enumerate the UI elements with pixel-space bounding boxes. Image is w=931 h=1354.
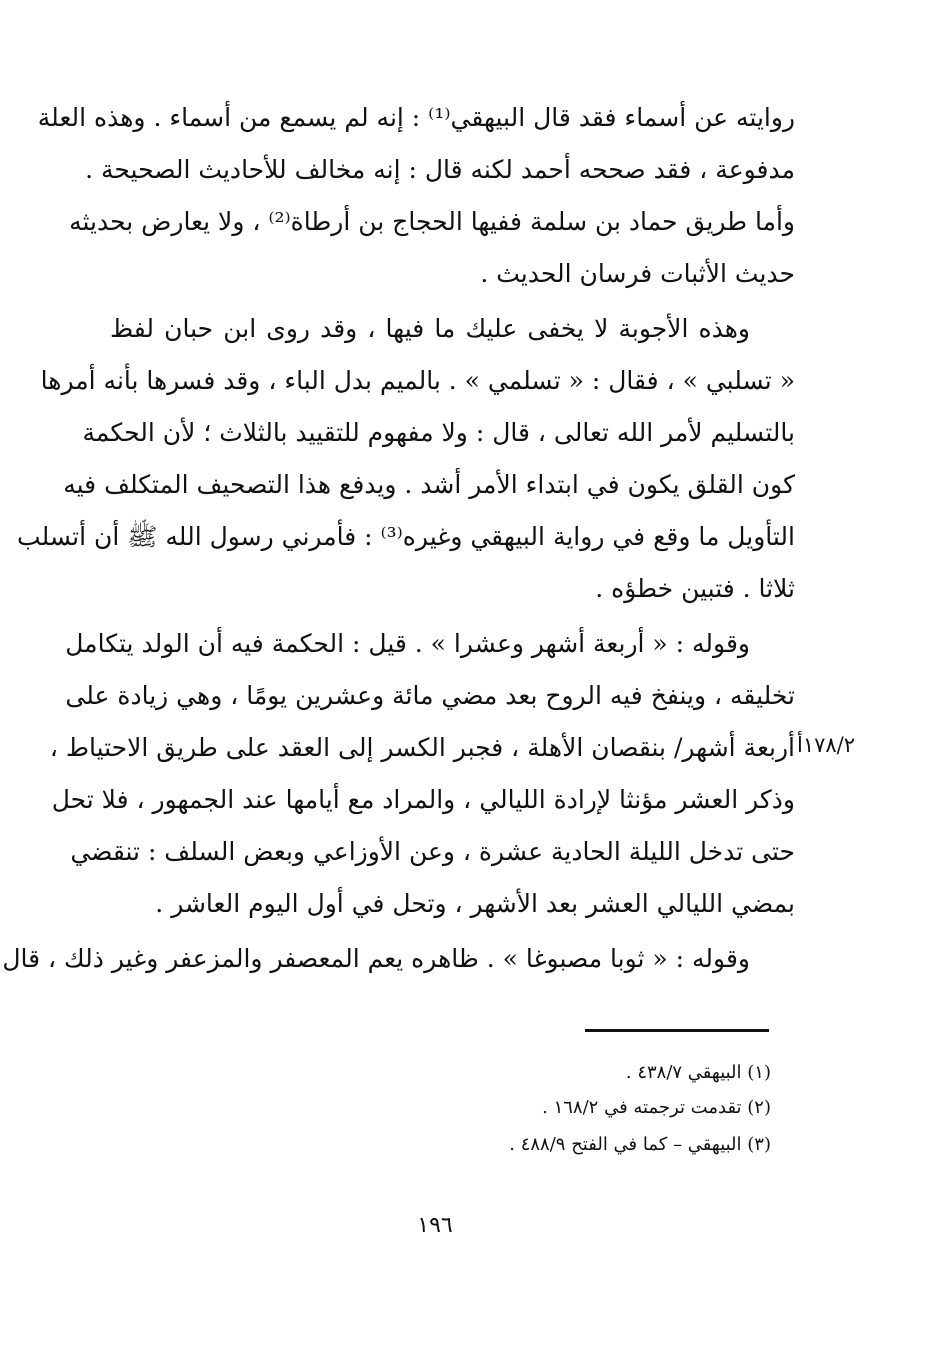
text-line: ثلاثا . فتبين خطؤه . xyxy=(595,574,795,603)
text-line: أربعة أشهر/ بنقصان الأهلة ، فجبر الكسر إلى العقد على طريق الاحتياط ، xyxy=(49,733,795,762)
text-line: وقوله : « ثوبا مصبوغا » . ظاهره يعم المعصفر والمزعفر وغير ذلك ، قال xyxy=(2,944,750,973)
page-number: ١٩٦ xyxy=(417,1213,453,1238)
text-line: مدفوعة ، فقد صححه أحمد لكنه قال : إنه مخالف للأحاديث الصحيحة . xyxy=(85,155,795,184)
footnote-separator xyxy=(585,1029,769,1032)
text-line: « تسلبي » ، فقال : « تسلمي » . بالميم بدل الباء ، وقد فسرها بأنه أمرها xyxy=(40,366,795,395)
footnote: (١) البيهقي ٤٣٨/٧ . xyxy=(625,1062,771,1083)
text-line: وذكر العشر مؤنثا لإرادة الليالي ، والمراد مع أيامها عند الجمهور ، فلا تحل xyxy=(51,785,795,814)
text-line: حتى تدخل الليلة الحادية عشرة ، وعن الأوزاعي وبعض السلف : تنقضي xyxy=(70,837,795,866)
text-line: بالتسليم لأمر الله تعالى ، قال : ولا مفهوم للتقييد بالثلاث ؛ لأن الحكمة xyxy=(82,418,795,447)
text-line: تخليقه ، وينفخ فيه الروح بعد مضي مائة وعشرين يومًا ، وهي زيادة على xyxy=(65,681,795,710)
footnote: (٣) البيهقي – كما في الفتح ٤٨٨/٩ . xyxy=(509,1134,771,1155)
margin-note: ١٧٨/٢أ xyxy=(797,733,856,757)
text-line: وأما طريق حماد بن سلمة ففيها الحجاج بن أرطاة⁽²⁾ ، ولا يعارض بحديثه xyxy=(69,207,795,236)
text-line: التأويل ما وقع في رواية البيهقي وغيره⁽³⁾ : فأمرني رسول الله ﷺ أن أتسلب xyxy=(17,522,795,551)
text-line: حديث الأثبات فرسان الحديث . xyxy=(480,259,795,288)
text-line: وهذه الأجوبة لا يخفى عليك ما فيها ، وقد روى ابن حبان لفظ xyxy=(110,314,750,343)
text-line: روايته عن أسماء فقد قال البيهقي⁽¹⁾ : إنه لم يسمع من أسماء . وهذه العلة xyxy=(37,103,795,132)
footnote: (٢) تقدمت ترجمته في ١٦٨/٢ . xyxy=(542,1097,771,1118)
text-line: وقوله : « أربعة أشهر وعشرا » . قيل : الحكمة فيه أن الولد يتكامل xyxy=(65,629,750,658)
text-line: بمضي الليالي العشر بعد الأشهر ، وتحل في أول اليوم العاشر . xyxy=(155,889,795,918)
text-line: كون القلق يكون في ابتداء الأمر أشد . ويدفع هذا التصحيف المتكلف فيه xyxy=(63,470,795,499)
